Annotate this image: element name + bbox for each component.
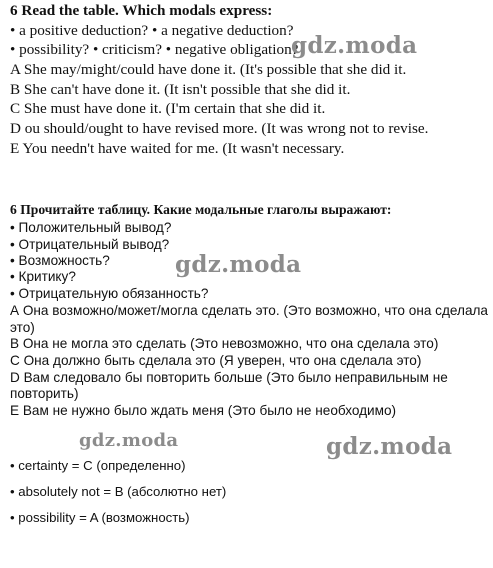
translation-line: • Возможность?: [10, 253, 110, 268]
translation-line: А Она возможно/может/могла сделать это. (Это возможно, что она сделала: [10, 303, 488, 318]
watermark-logo: gdz.moda: [79, 430, 179, 451]
translation-line: В Она не могла это сделать (Это невозможно, что она сделала это): [10, 336, 439, 351]
watermark-logo: gdz.moda: [175, 251, 302, 278]
exercise-heading-english: 6 Read the table. Which modals express:: [10, 2, 273, 19]
example-line: D ou should/ought to have revised more. (It was wrong not to revise.: [10, 120, 429, 137]
answer-line: • absolutely not = B (абсолютно нет): [10, 484, 227, 499]
example-line: C She must have done it. (I'm certain that she did it.: [10, 100, 326, 117]
translation-line: • Критику?: [10, 269, 76, 284]
translation-line: это): [10, 320, 35, 335]
translation-line: • Отрицательный вывод?: [10, 237, 170, 252]
translation-line: D Вам следовало бы повторить больше (Это было неправильным не: [10, 370, 448, 385]
answer-line: • possibility = A (возможность): [10, 510, 190, 525]
translation-line: повторить): [10, 386, 79, 401]
watermark-logo: gdz.moda: [291, 32, 418, 59]
translation-line: • Положительный вывод?: [10, 220, 172, 235]
translation-line: С Она должно быть сделала это (Я уверен, что она сделала это): [10, 353, 422, 368]
translation-line: Е Вам не нужно было ждать меня (Это было не необходимо): [10, 403, 397, 418]
answer-line: • certainty = C (определенно): [10, 458, 186, 473]
question-line: • possibility? • criticism? • negative obligation?: [10, 41, 299, 58]
example-line: A She may/might/could have done it. (It's possible that she did it.: [10, 61, 407, 78]
example-line: B She can't have done it. (It isn't possible that she did it.: [10, 81, 351, 98]
translation-line: • Отрицательную обязанность?: [10, 286, 209, 301]
example-line: E You needn't have waited for me. (It wasn't necessary.: [10, 140, 345, 157]
watermark-logo: gdz.moda: [326, 433, 453, 460]
exercise-heading-russian: 6 Прочитайте таблицу. Какие модальные глаголы выражают:: [10, 202, 392, 217]
question-line: • a positive deduction? • a negative deduction?: [10, 22, 294, 39]
